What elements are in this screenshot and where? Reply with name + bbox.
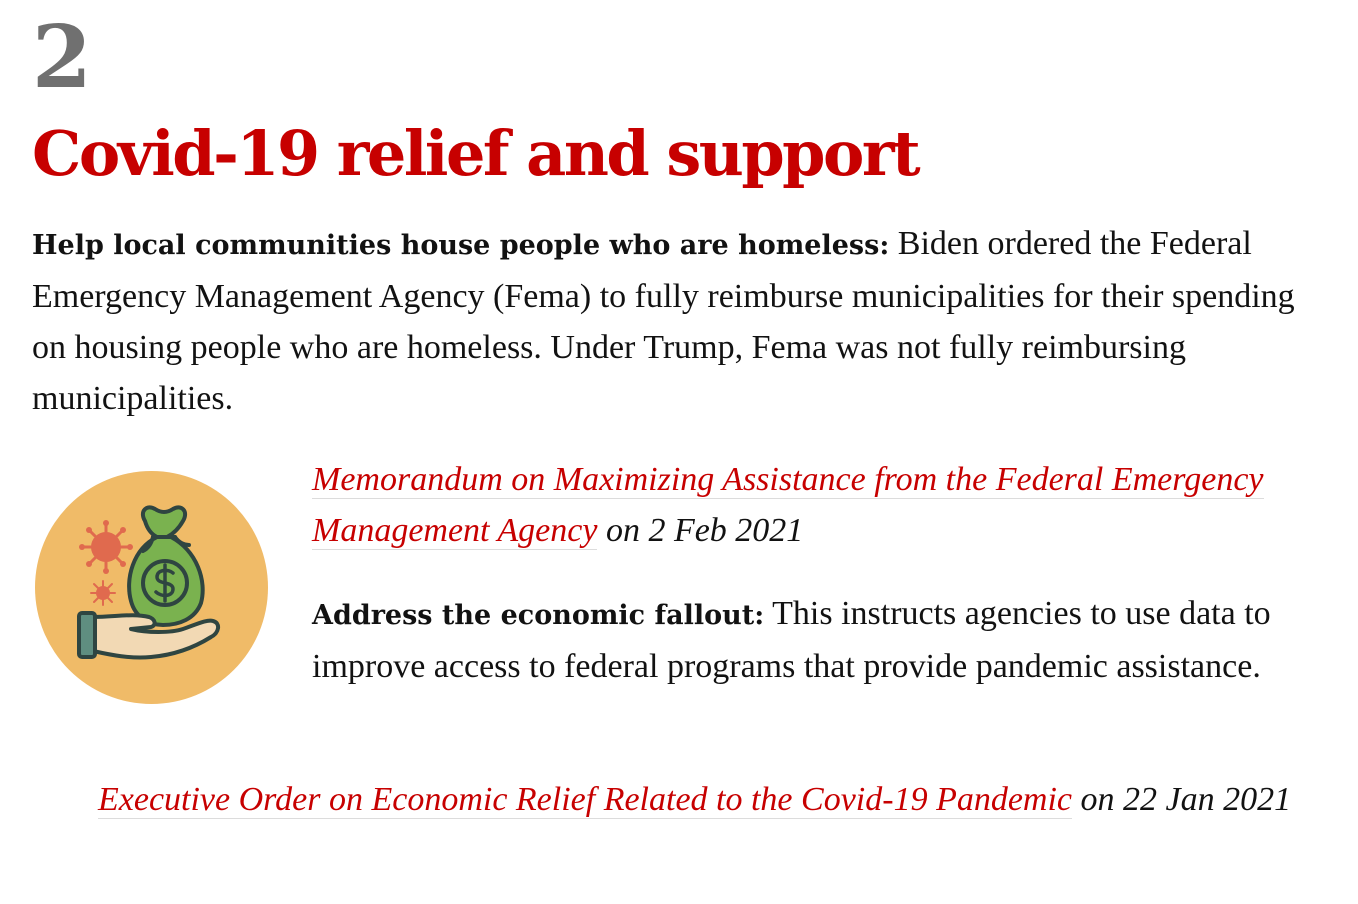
intro-paragraph — [32, 218, 1322, 424]
exec-order-date: on 22 Jan 2021 — [1072, 781, 1292, 818]
intro-text: Biden ordered the Federal Emergency Management Agency (Fema) to fully reimburse municipalities for their spending on housing people who are homeless. Under Trump, Fema was not fully reimbursing municipalities. — [32, 225, 1295, 417]
section-number: 2 — [32, 7, 92, 108]
exec-order-link[interactable]: Executive Order on Economic Relief Related to the Covid-19 Pandemic — [98, 781, 1073, 818]
exec-order-citation — [98, 774, 1298, 825]
memo-date: on 2 Feb 2021 — [597, 512, 804, 549]
small-virus-icon — [91, 581, 115, 605]
section-title: Covid-19 relief and support — [32, 117, 919, 190]
address-paragraph — [312, 588, 1322, 692]
address-lead: Address the economic fallout: — [312, 600, 765, 631]
money-bag-hand-icon — [35, 471, 268, 704]
intro-lead: Help local communities house people who are homeless: — [32, 230, 890, 261]
address-text: This instructs agencies to use data to improve access to federal programs that provide pandemic assistance. — [312, 595, 1271, 685]
virus-icon — [79, 520, 133, 574]
memo-link[interactable]: Memorandum on Maximizing Assistance from the Federal Emergency Management Agency — [312, 461, 1264, 549]
memo-citation — [312, 454, 1272, 556]
